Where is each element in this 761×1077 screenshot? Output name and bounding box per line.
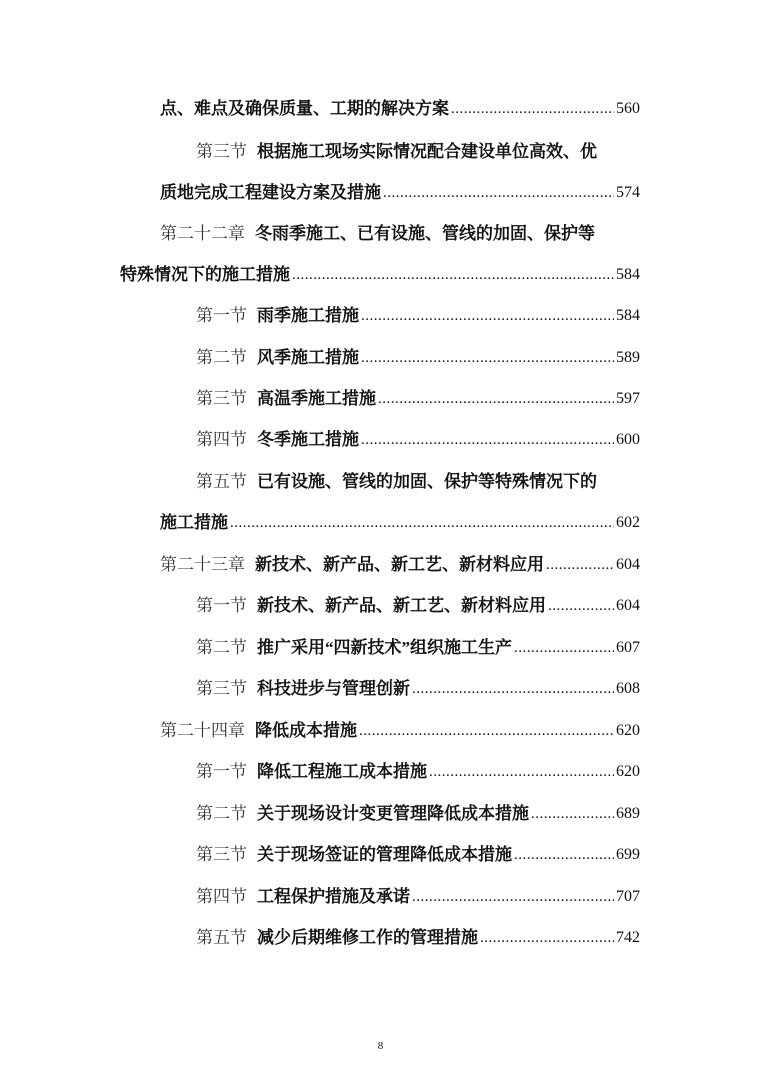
- toc-page: 602: [616, 514, 640, 531]
- toc-prefix: 第二十三章: [160, 555, 245, 574]
- toc-prefix: 第二节: [196, 348, 247, 367]
- dot-leader: [451, 97, 614, 121]
- toc-title: 新技术、新产品、新工艺、新材料应用: [257, 596, 546, 615]
- toc-title: 高温季施工措施: [257, 389, 376, 408]
- toc-entry: [196, 885, 640, 909]
- toc-entry: [196, 428, 640, 452]
- toc-entry: [196, 594, 640, 618]
- toc-page: 600: [616, 431, 640, 448]
- toc-prefix: 第一节: [196, 306, 247, 325]
- toc-title: 施工措施: [160, 513, 228, 532]
- toc-title: 风季施工措施: [257, 348, 359, 367]
- toc-prefix: 第五节: [196, 928, 247, 947]
- toc-prefix: 第三节: [196, 142, 247, 161]
- toc-entry: [196, 677, 640, 701]
- toc-page: 620: [616, 722, 640, 739]
- toc-entry: [160, 222, 640, 246]
- dot-leader: [361, 346, 614, 370]
- toc-page: 689: [616, 805, 640, 822]
- dot-leader: [548, 594, 614, 618]
- dot-leader: [480, 926, 614, 950]
- toc-prefix: 第五节: [196, 472, 247, 491]
- toc-title: 点、难点及确保质量、工期的解决方案: [160, 99, 449, 118]
- dot-leader: [514, 843, 614, 867]
- toc-entry: [196, 470, 640, 494]
- toc-prefix: 第二节: [196, 638, 247, 657]
- toc-entry: [196, 760, 640, 784]
- toc-entry: [160, 97, 640, 121]
- toc-entry: [160, 511, 640, 535]
- toc-page: 742: [616, 929, 640, 946]
- toc-page: 707: [616, 888, 640, 905]
- dot-leader: [429, 760, 614, 784]
- dot-leader: [230, 511, 614, 535]
- dot-leader: [292, 263, 614, 287]
- toc-prefix: 第二十四章: [160, 721, 245, 740]
- toc-title: 冬雨季施工、已有设施、管线的加固、保护等: [255, 224, 595, 243]
- dot-leader: [514, 636, 614, 660]
- dot-leader: [546, 553, 614, 577]
- toc-page: 608: [616, 680, 640, 697]
- toc-page: 589: [616, 349, 640, 366]
- toc-page: 604: [616, 556, 640, 573]
- toc-title: 科技进步与管理创新: [257, 679, 410, 698]
- toc-title: 特殊情况下的施工措施: [120, 265, 290, 284]
- dot-leader: [531, 802, 614, 826]
- toc-title: 降低工程施工成本措施: [257, 762, 427, 781]
- toc-page: 607: [616, 639, 640, 656]
- toc-title: 雨季施工措施: [257, 306, 359, 325]
- toc-page: 597: [616, 390, 640, 407]
- toc-entry: [196, 387, 640, 411]
- toc-prefix: 第三节: [196, 679, 247, 698]
- toc-entry: [196, 926, 640, 950]
- toc-title: 已有设施、管线的加固、保护等特殊情况下的: [257, 472, 597, 491]
- toc-title: 关于现场设计变更管理降低成本措施: [257, 804, 529, 823]
- toc-page: 620: [616, 763, 640, 780]
- toc-title: 根据施工现场实际情况配合建设单位高效、优: [257, 142, 597, 161]
- toc-prefix: 第二十二章: [160, 224, 245, 243]
- toc-entry: [196, 346, 640, 370]
- toc-entry: [160, 719, 640, 743]
- dot-leader: [412, 677, 614, 701]
- toc-title: 新技术、新产品、新工艺、新材料应用: [255, 555, 544, 574]
- toc-entry: [120, 263, 640, 287]
- dot-leader: [378, 387, 614, 411]
- toc-prefix: 第三节: [196, 389, 247, 408]
- toc-page: 699: [616, 846, 640, 863]
- toc-prefix: 第四节: [196, 430, 247, 449]
- toc-entry: [196, 304, 640, 328]
- toc-page: 604: [616, 597, 640, 614]
- toc-title: 推广采用“四新技术”组织施工生产: [257, 638, 512, 657]
- dot-leader: [361, 304, 614, 328]
- toc-entry: [160, 181, 640, 205]
- toc-page: 560: [616, 100, 640, 117]
- toc-prefix: 第一节: [196, 762, 247, 781]
- toc-entry: [196, 802, 640, 826]
- toc-prefix: 第二节: [196, 804, 247, 823]
- toc-title: 降低成本措施: [255, 721, 357, 740]
- dot-leader: [412, 885, 614, 909]
- toc-title: 关于现场签证的管理降低成本措施: [257, 845, 512, 864]
- toc-page: 584: [616, 266, 640, 283]
- toc-title: 冬季施工措施: [257, 430, 359, 449]
- dot-leader: [359, 719, 614, 743]
- toc-page: 574: [616, 184, 640, 201]
- toc-page: 584: [616, 307, 640, 324]
- toc-prefix: 第一节: [196, 596, 247, 615]
- toc-title: 减少后期维修工作的管理措施: [257, 928, 478, 947]
- toc-prefix: 第四节: [196, 887, 247, 906]
- dot-leader: [383, 181, 614, 205]
- toc-entry: [196, 843, 640, 867]
- toc-entry: [160, 553, 640, 577]
- toc-title: 工程保护措施及承诺: [257, 887, 410, 906]
- toc-entry: [196, 140, 640, 164]
- toc-entry: [196, 636, 640, 660]
- toc-prefix: 第三节: [196, 845, 247, 864]
- dot-leader: [361, 428, 614, 452]
- page-number: 8: [377, 1040, 384, 1052]
- toc-title: 质地完成工程建设方案及措施: [160, 183, 381, 202]
